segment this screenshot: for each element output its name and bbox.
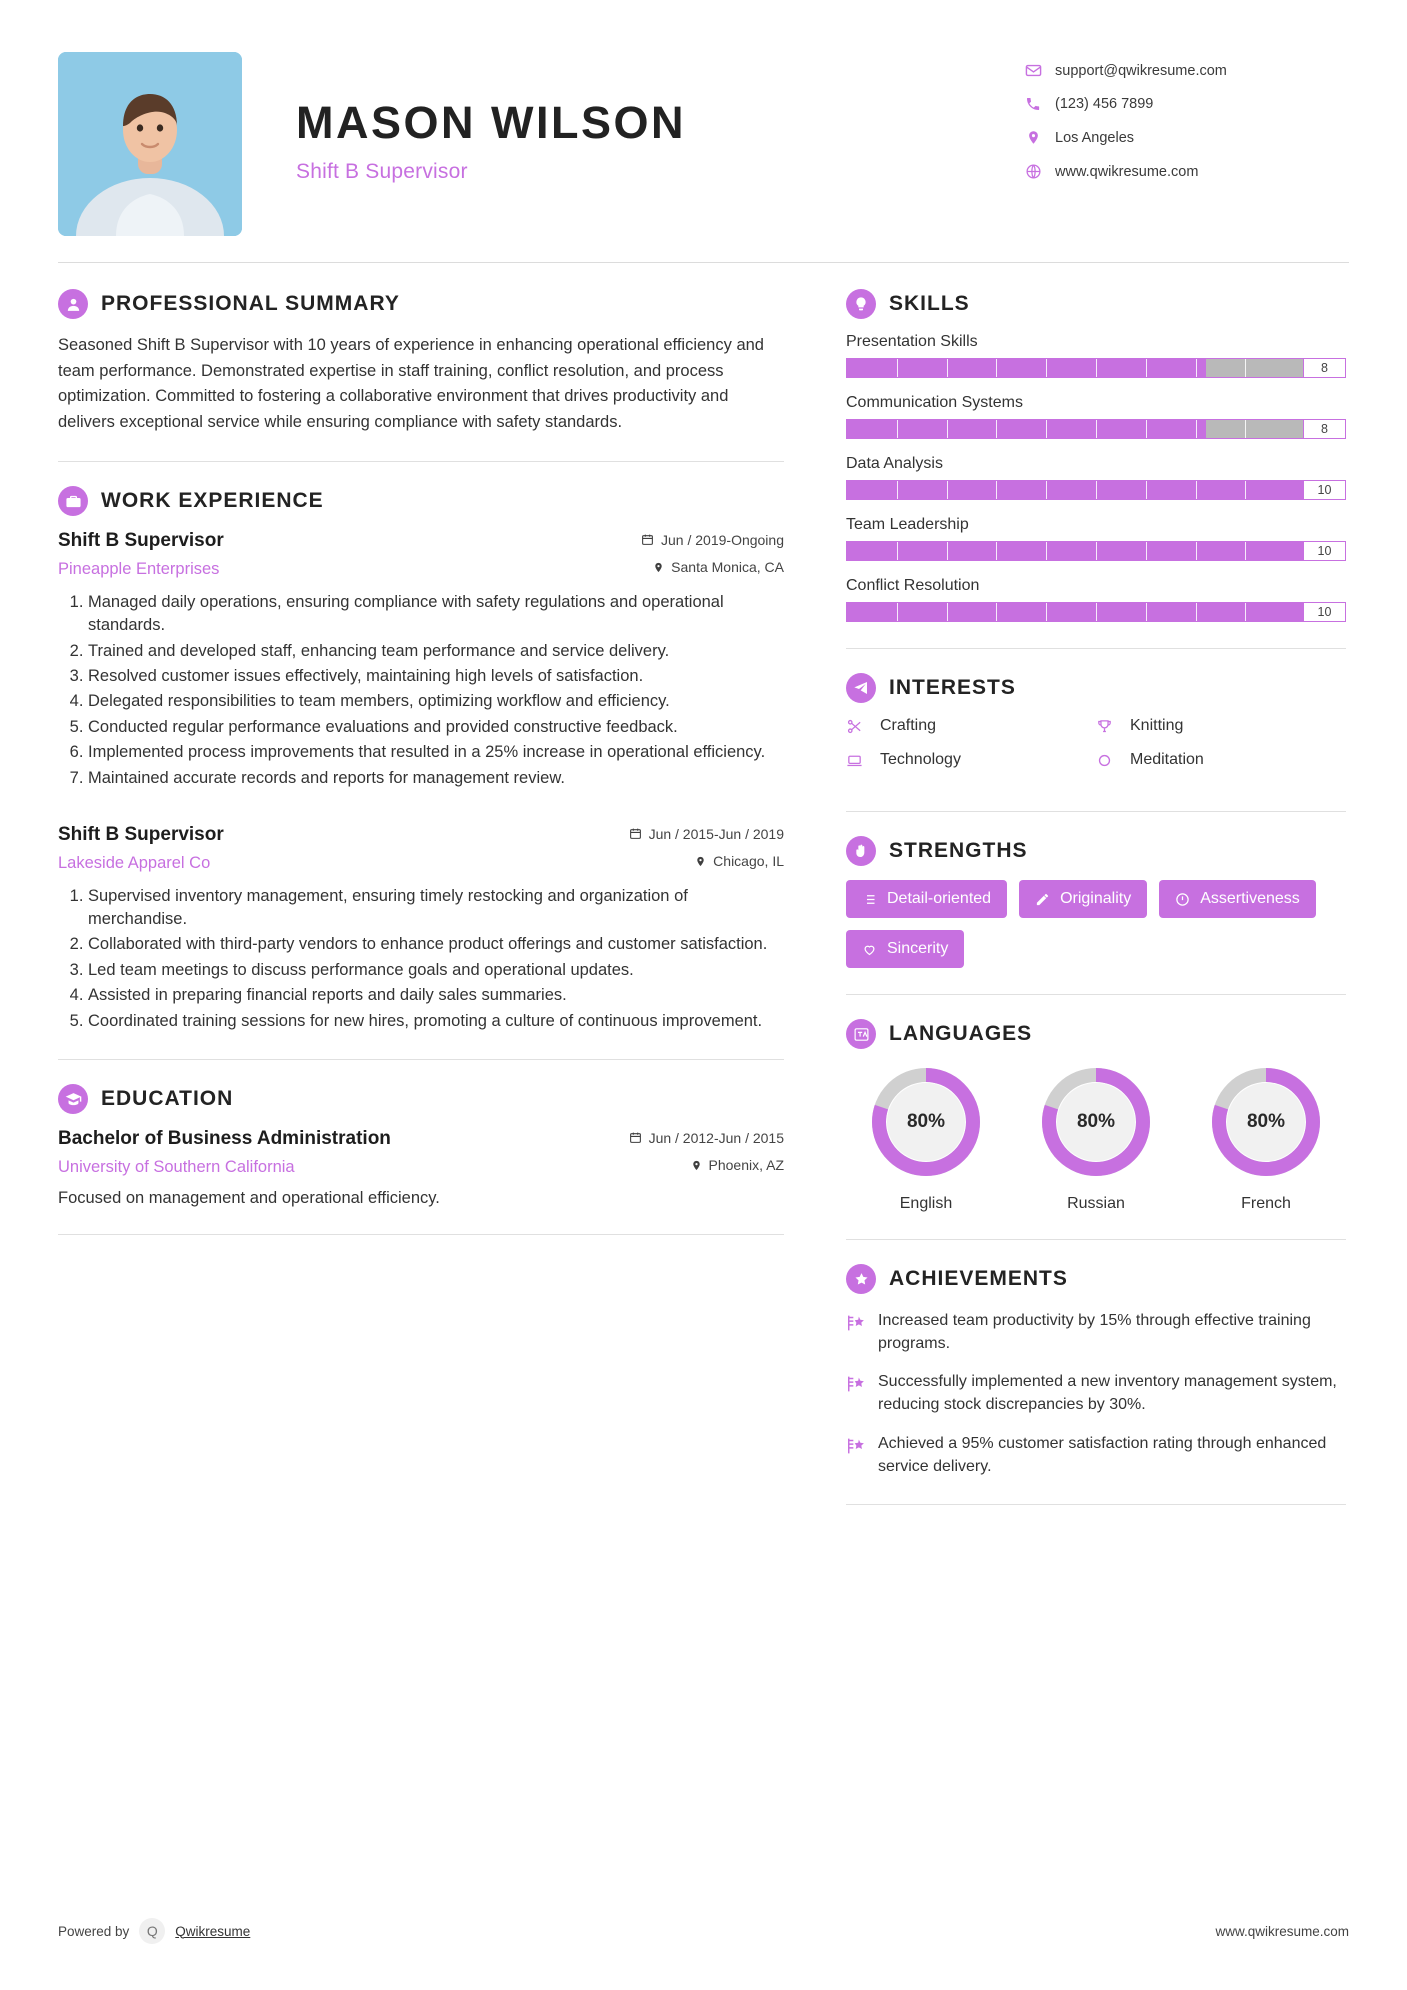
job-bullet: 4. Delegated responsibilities to team members, optimizing workflow and efficiency. — [88, 690, 784, 713]
section-title-summary: PROFESSIONAL SUMMARY — [101, 292, 400, 315]
job-title: Shift B Supervisor — [58, 530, 224, 552]
divider — [58, 1234, 784, 1235]
job-bullet: 3. Resolved customer issues effectively, maintaining high levels of satisfaction. — [88, 665, 784, 688]
exclamation-circle-icon — [1175, 892, 1190, 907]
strength-label: Originality — [1060, 890, 1132, 907]
skill-item — [846, 516, 1346, 561]
interest-item — [1096, 751, 1346, 769]
list-icon — [862, 892, 877, 907]
skill-value: 8 — [1303, 359, 1345, 377]
divider — [846, 648, 1346, 649]
interest-label: Crafting — [880, 717, 937, 734]
contact-email — [1019, 62, 1349, 79]
calendar-icon — [629, 827, 642, 840]
achievement-item — [846, 1310, 1346, 1355]
pencil-icon — [1035, 892, 1050, 907]
skill-item — [846, 577, 1346, 622]
section-header-summary — [58, 289, 784, 319]
job-location-text: Santa Monica, CA — [671, 559, 784, 576]
languages-list — [846, 1063, 1346, 1213]
skill-name: Conflict Resolution — [846, 577, 980, 594]
job-bullet: 4. Assisted in preparing financial reports and daily sales summaries. — [88, 984, 784, 1007]
contact-list — [1019, 52, 1349, 197]
calendar-icon — [641, 533, 654, 546]
name-block — [296, 52, 1019, 184]
contact-phone-text: (123) 456 7899 — [1055, 96, 1154, 112]
skill-bar — [846, 419, 1346, 439]
star-badge-icon — [846, 1264, 876, 1294]
star-flag-icon — [846, 1371, 878, 1416]
skill-value: 10 — [1303, 542, 1345, 560]
job-dates — [629, 826, 784, 842]
achievement-item — [846, 1433, 1346, 1478]
job-location — [653, 559, 784, 575]
phone-icon — [1019, 96, 1047, 112]
section-header-education — [58, 1084, 784, 1114]
company-name: Pineapple Enterprises — [58, 559, 220, 578]
job-bullet: 2. Collaborated with third-party vendors to enhance product offerings and customer satisfaction. — [88, 933, 784, 956]
strength-chip — [846, 930, 964, 968]
qwikresume-logo-icon: Q — [139, 1918, 165, 1944]
job-location — [695, 853, 784, 869]
skill-item — [846, 394, 1346, 439]
language-item — [846, 1063, 1006, 1213]
strength-label: Assertiveness — [1200, 890, 1300, 907]
contact-phone — [1019, 96, 1349, 112]
translate-icon — [846, 1019, 876, 1049]
trophy-icon — [1096, 718, 1122, 735]
job-dates — [641, 532, 784, 548]
strengths-list — [846, 880, 1346, 968]
job-location-text: Chicago, IL — [713, 853, 784, 870]
briefcase-icon — [58, 486, 88, 516]
language-name: English — [899, 1195, 953, 1212]
strength-chip — [846, 880, 1007, 918]
education-entry — [58, 1128, 784, 1208]
language-item — [1016, 1063, 1176, 1213]
interest-item — [1096, 717, 1346, 735]
star-flag-icon — [846, 1310, 878, 1355]
full-name: MASON WILSON — [296, 97, 686, 148]
person-icon — [58, 289, 88, 319]
education-location — [691, 1157, 785, 1173]
star-flag-icon — [846, 1433, 878, 1478]
laptop-icon — [846, 752, 872, 769]
work-entry — [58, 530, 784, 790]
graduation-cap-icon — [58, 1084, 88, 1114]
skill-value: 10 — [1303, 603, 1345, 621]
section-header-skills — [846, 289, 1346, 319]
divider — [846, 994, 1346, 995]
strength-chip — [1159, 880, 1316, 918]
job-bullet: 5. Conducted regular performance evaluations and provided constructive feedback. — [88, 716, 784, 739]
strength-label: Detail-oriented — [887, 890, 992, 907]
interest-item — [846, 751, 1096, 769]
divider — [58, 461, 784, 462]
section-title-languages: LANGUAGES — [889, 1022, 1033, 1045]
job-title: Shift B Supervisor — [58, 824, 224, 846]
left-column — [58, 289, 820, 1529]
page-footer — [58, 1918, 1349, 1944]
job-role: Shift B Supervisor — [296, 159, 468, 183]
school-name: University of Southern California — [58, 1157, 295, 1176]
language-item — [1186, 1063, 1346, 1213]
section-title-achievements: ACHIEVEMENTS — [889, 1267, 1068, 1290]
powered-by-label: Powered by — [58, 1923, 130, 1939]
contact-email-text: support@qwikresume.com — [1055, 62, 1227, 79]
skill-name: Data Analysis — [846, 455, 943, 472]
skill-name: Communication Systems — [846, 394, 1023, 411]
section-header-languages — [846, 1019, 1346, 1049]
skill-item — [846, 455, 1346, 500]
section-title-education: EDUCATION — [101, 1087, 234, 1111]
job-dates-text: Jun / 2019-Ongoing — [661, 531, 784, 548]
job-bullet: 5. Coordinated training sessions for new hires, promoting a culture of continuous improvement. — [88, 1010, 784, 1033]
job-bullet: 1. Managed daily operations, ensuring compliance with safety regulations and operational standards. — [88, 591, 784, 638]
strength-chip — [1019, 880, 1147, 918]
section-header-achievements — [846, 1264, 1346, 1294]
education-dates-text: Jun / 2012-Jun / 2015 — [648, 1129, 784, 1146]
section-title-skills: SKILLS — [889, 292, 970, 315]
resume-header — [58, 0, 1349, 262]
job-bullets — [58, 885, 784, 1034]
strength-label: Sincerity — [887, 940, 949, 957]
qwikresume-brand-link[interactable]: Qwikresume — [175, 1923, 251, 1939]
skill-bar — [846, 480, 1346, 500]
contact-location — [1019, 129, 1349, 146]
job-bullet: 1. Supervised inventory management, ensuring timely restocking and organization of merchandise. — [88, 885, 784, 932]
divider — [846, 811, 1346, 812]
paper-plane-icon — [846, 673, 876, 703]
contact-website-text: www.qwikresume.com — [1055, 163, 1199, 180]
job-bullet: 6. Implemented process improvements that resulted in a 25% increase in operational efficiency. — [88, 741, 784, 764]
language-percent: 80% — [1076, 1111, 1116, 1132]
language-percent: 80% — [1246, 1111, 1286, 1132]
heart-icon — [862, 942, 877, 957]
divider — [58, 1059, 784, 1060]
contact-website — [1019, 163, 1349, 180]
section-header-strengths — [846, 836, 1346, 866]
skill-bar — [846, 602, 1346, 622]
job-bullet: 3. Led team meetings to discuss performance goals and operational updates. — [88, 959, 784, 982]
company-name: Lakeside Apparel Co — [58, 853, 211, 872]
lightbulb-icon — [846, 289, 876, 319]
section-title-interests: INTERESTS — [889, 676, 1016, 699]
summary-text: Seasoned Shift B Supervisor with 10 years of experience in enhancing operational efficiency and team performance. Demonstrated expertise in staff training, conflict resolution, and process optimization. Committed to fostering a collaborative environment that drives productivity and delivers exceptional service while ensuring compliance with safety standards. — [58, 336, 764, 431]
divider — [846, 1239, 1346, 1240]
location-pin-icon — [695, 855, 706, 868]
education-dates — [629, 1130, 784, 1146]
interest-label: Knitting — [1130, 717, 1184, 734]
interest-label: Meditation — [1130, 751, 1204, 768]
skill-name: Team Leadership — [846, 516, 969, 533]
education-location-text: Phoenix, AZ — [708, 1157, 784, 1174]
right-column — [846, 289, 1346, 1529]
envelope-icon — [1019, 62, 1047, 79]
education-description: Focused on management and operational efficiency. — [58, 1188, 440, 1207]
skill-bar — [846, 541, 1346, 561]
job-bullets — [58, 591, 784, 790]
circle-icon — [1096, 752, 1122, 769]
divider — [846, 1504, 1346, 1505]
achievement-text: Achieved a 95% customer satisfaction rating through enhanced service delivery. — [878, 1434, 1327, 1475]
language-percent: 80% — [906, 1111, 946, 1132]
footer-website: www.qwikresume.com — [1215, 1923, 1349, 1939]
achievement-item — [846, 1371, 1346, 1416]
scissors-icon — [846, 718, 872, 735]
language-name: Russian — [1067, 1195, 1125, 1212]
interests-list — [846, 717, 1346, 785]
skill-value: 8 — [1303, 420, 1345, 438]
degree-title: Bachelor of Business Administration — [58, 1128, 391, 1150]
section-header-interests — [846, 673, 1346, 703]
language-donut — [1037, 1063, 1155, 1181]
language-donut — [1207, 1063, 1325, 1181]
job-dates-text: Jun / 2015-Jun / 2019 — [648, 825, 784, 842]
contact-location-text: Los Angeles — [1055, 129, 1135, 146]
interest-item — [846, 717, 1096, 735]
interest-label: Technology — [880, 751, 961, 768]
calendar-icon — [629, 1131, 642, 1144]
achievement-text: Increased team productivity by 15% through effective training programs. — [878, 1312, 1311, 1352]
section-title-work: WORK EXPERIENCE — [101, 489, 324, 513]
hand-icon — [846, 836, 876, 866]
skill-value: 10 — [1303, 481, 1345, 499]
work-entry — [58, 824, 784, 1033]
globe-icon — [1019, 163, 1047, 180]
location-pin-icon — [691, 1159, 702, 1172]
job-bullet: 7. Maintained accurate records and reports for management review. — [88, 767, 784, 790]
language-name: French — [1241, 1195, 1291, 1212]
skill-item — [846, 333, 1346, 378]
section-title-strengths: STRENGTHS — [889, 839, 1028, 862]
location-pin-icon — [653, 561, 664, 574]
skill-bar — [846, 358, 1346, 378]
avatar — [58, 52, 242, 236]
location-pin-icon — [1019, 129, 1047, 146]
achievement-text: Successfully implemented a new inventory management system, reducing stock discrepancies by 30%. — [878, 1373, 1337, 1414]
skill-name: Presentation Skills — [846, 333, 978, 350]
language-donut — [867, 1063, 985, 1181]
job-bullet: 2. Trained and developed staff, enhancing team performance and service delivery. — [88, 640, 784, 663]
section-header-work — [58, 486, 784, 516]
